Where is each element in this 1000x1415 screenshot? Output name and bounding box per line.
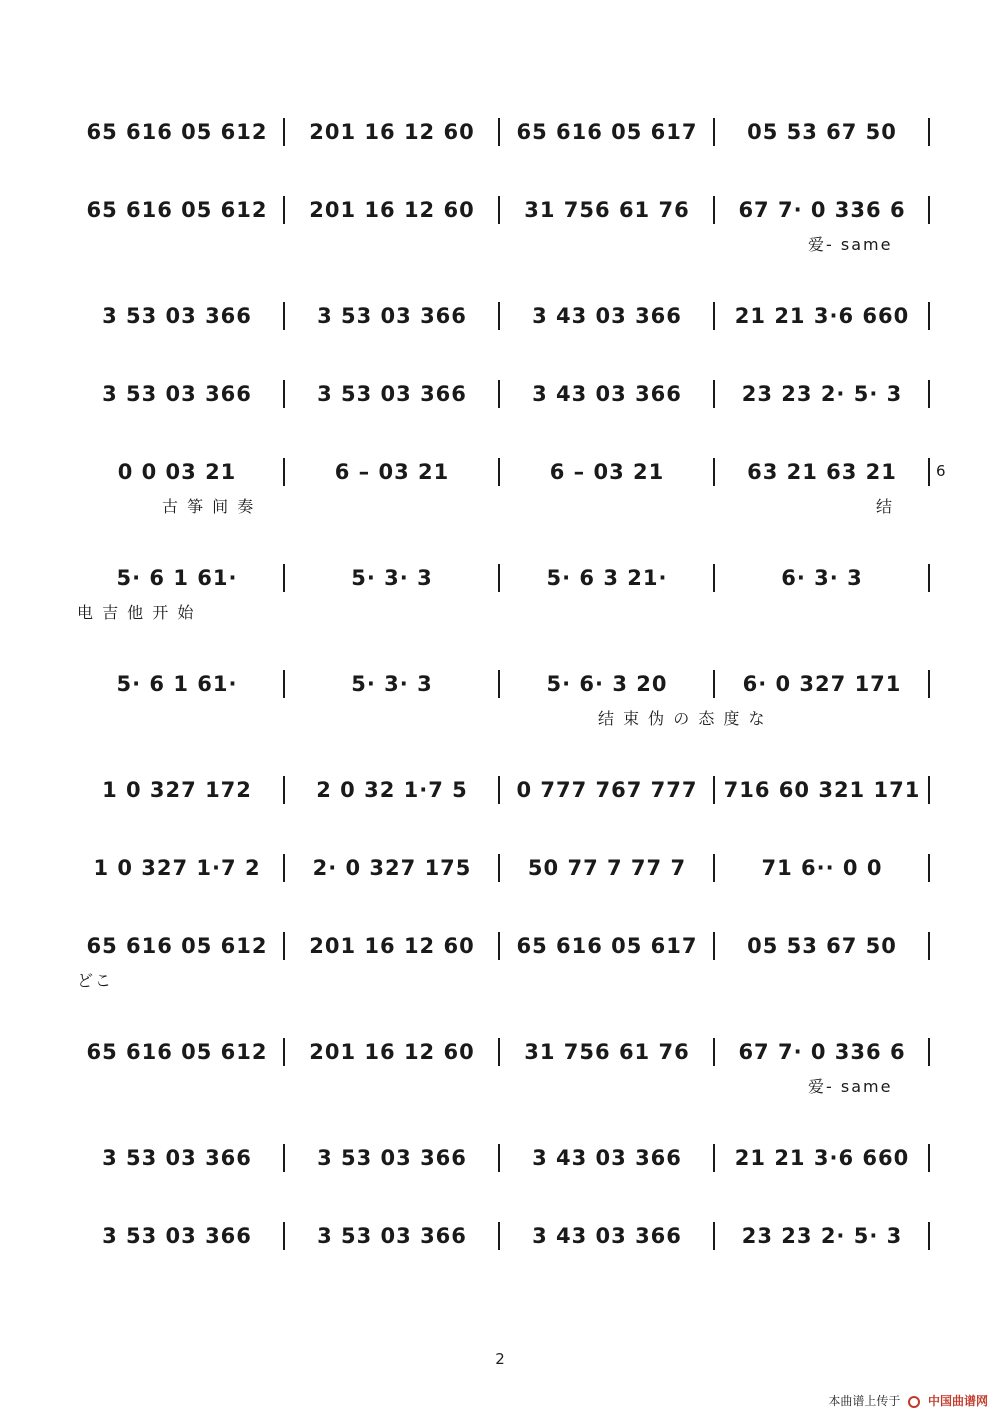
measure: 65 616 05 617 (516, 934, 698, 958)
measure: 21 21 3·6 660 (734, 304, 910, 328)
measure: 1 0 327 1·7 2 (93, 856, 261, 880)
measure: 05 53 67 50 (747, 934, 897, 958)
measure: 0 0 03 21 (117, 460, 237, 484)
measure: 3 53 03 366 (102, 1146, 252, 1170)
barline (498, 1222, 500, 1250)
score-row (77, 374, 927, 414)
measure: 6· 3· 3 (781, 566, 863, 590)
barline (498, 196, 500, 224)
measure: 3 43 03 366 (532, 304, 682, 328)
barline (713, 302, 715, 330)
measure: 3 53 03 366 (317, 304, 467, 328)
barline (283, 854, 285, 882)
barline (283, 196, 285, 224)
barline (283, 932, 285, 960)
measure: 23 23 2· 5· 3 (741, 382, 903, 406)
measure: 6 – 03 21 (334, 460, 450, 484)
measure: 6 – 03 21 (549, 460, 665, 484)
barline (928, 196, 930, 224)
measure: 31 756 61 76 (524, 198, 690, 222)
score-row (77, 112, 927, 152)
measure: 65 616 05 612 (86, 934, 268, 958)
barline (498, 564, 500, 592)
barline (713, 564, 715, 592)
footer-prefix: 本曲谱上传于 (828, 1394, 901, 1408)
barline (928, 932, 930, 960)
barline (928, 1222, 930, 1250)
barline (713, 380, 715, 408)
measure: 3 53 03 366 (317, 382, 467, 406)
barline (713, 670, 715, 698)
barline (713, 458, 715, 486)
barline (498, 776, 500, 804)
measure: 21 21 3·6 660 (734, 1146, 910, 1170)
barline (498, 854, 500, 882)
barline (498, 458, 500, 486)
score-row (77, 926, 927, 966)
measure: 3 43 03 366 (532, 382, 682, 406)
measure: 201 16 12 60 (309, 198, 475, 222)
measure: 201 16 12 60 (309, 1040, 475, 1064)
barline (283, 1038, 285, 1066)
measure: 3 43 03 366 (532, 1146, 682, 1170)
lyric-text: どこ (77, 971, 114, 990)
footer-brand[interactable]: 中国曲谱网 (927, 1394, 988, 1408)
barline (928, 564, 930, 592)
barline (498, 1144, 500, 1172)
barline (928, 1144, 930, 1172)
barline (283, 1222, 285, 1250)
barline (713, 118, 715, 146)
score-row (77, 1032, 927, 1072)
measure: 71 6·· 0 0 (761, 856, 883, 880)
score-row (77, 664, 927, 704)
measure: 3 43 03 366 (532, 1224, 682, 1248)
measure: 2· 0 327 175 (312, 856, 472, 880)
barline (713, 1038, 715, 1066)
measure: 50 77 7 77 7 (527, 856, 687, 880)
barline (713, 1222, 715, 1250)
barline (928, 1038, 930, 1066)
score-row (77, 770, 927, 810)
barline (928, 854, 930, 882)
lyric-text: 结 束 伪 の 态 度 な (598, 709, 767, 728)
barline (928, 302, 930, 330)
footer-credit (828, 1392, 988, 1409)
lyric-text: 爱- same (808, 235, 893, 254)
margin-mark: 6 (936, 462, 946, 480)
measure: 3 53 03 366 (317, 1146, 467, 1170)
measure: 5· 6 3 21· (546, 566, 668, 590)
barline (283, 776, 285, 804)
measure: 1 0 327 172 (102, 778, 252, 802)
lyric-text: 结 (876, 497, 895, 516)
barline (283, 670, 285, 698)
measure: 201 16 12 60 (309, 934, 475, 958)
measure: 65 616 05 612 (86, 1040, 268, 1064)
measure: 0 777 767 777 (516, 778, 698, 802)
measure: 5· 6· 3 20 (546, 672, 668, 696)
barline (283, 564, 285, 592)
measure: 65 616 05 612 (86, 198, 268, 222)
measure: 716 60 321 171 (723, 778, 921, 802)
measure: 2 0 32 1·7 5 (316, 778, 468, 802)
barline (283, 380, 285, 408)
measure: 65 616 05 617 (516, 120, 698, 144)
barline (283, 1144, 285, 1172)
score-row (77, 848, 927, 888)
measure: 3 53 03 366 (102, 304, 252, 328)
barline (283, 302, 285, 330)
score-row (77, 190, 927, 230)
measure: 67 7· 0 336 6 (738, 198, 906, 222)
site-logo-icon (908, 1396, 920, 1408)
barline (713, 196, 715, 224)
measure: 3 53 03 366 (102, 1224, 252, 1248)
measure: 05 53 67 50 (747, 120, 897, 144)
barline (713, 1144, 715, 1172)
measure: 5· 3· 3 (351, 566, 433, 590)
barline (928, 458, 930, 486)
barline (713, 776, 715, 804)
measure: 5· 6 1 61· (116, 672, 238, 696)
barline (713, 854, 715, 882)
measure: 63 21 63 21 (747, 460, 897, 484)
score-row (77, 1216, 927, 1256)
barline (928, 776, 930, 804)
barline (713, 932, 715, 960)
barline (283, 118, 285, 146)
barline (928, 118, 930, 146)
barline (498, 1038, 500, 1066)
score-row (77, 558, 927, 598)
barline (498, 932, 500, 960)
measure: 3 53 03 366 (102, 382, 252, 406)
measure: 5· 3· 3 (351, 672, 433, 696)
measure: 67 7· 0 336 6 (738, 1040, 906, 1064)
barline (498, 302, 500, 330)
lyric-text: 爱- same (808, 1077, 893, 1096)
barline (928, 670, 930, 698)
lyric-text: 古 筝 间 奏 (162, 497, 256, 516)
measure: 6· 0 327 171 (742, 672, 902, 696)
measure: 201 16 12 60 (309, 120, 475, 144)
measure: 31 756 61 76 (524, 1040, 690, 1064)
measure: 5· 6 1 61· (116, 566, 238, 590)
score-row (77, 452, 927, 492)
measure: 65 616 05 612 (86, 120, 268, 144)
page-number: 2 (495, 1350, 505, 1368)
barline (498, 118, 500, 146)
barline (498, 670, 500, 698)
measure: 23 23 2· 5· 3 (741, 1224, 903, 1248)
barline (928, 380, 930, 408)
barline (498, 380, 500, 408)
barline (283, 458, 285, 486)
score-row (77, 296, 927, 336)
score-row (77, 1138, 927, 1178)
lyric-text: 电 吉 他 开 始 (77, 603, 196, 622)
measure: 3 53 03 366 (317, 1224, 467, 1248)
